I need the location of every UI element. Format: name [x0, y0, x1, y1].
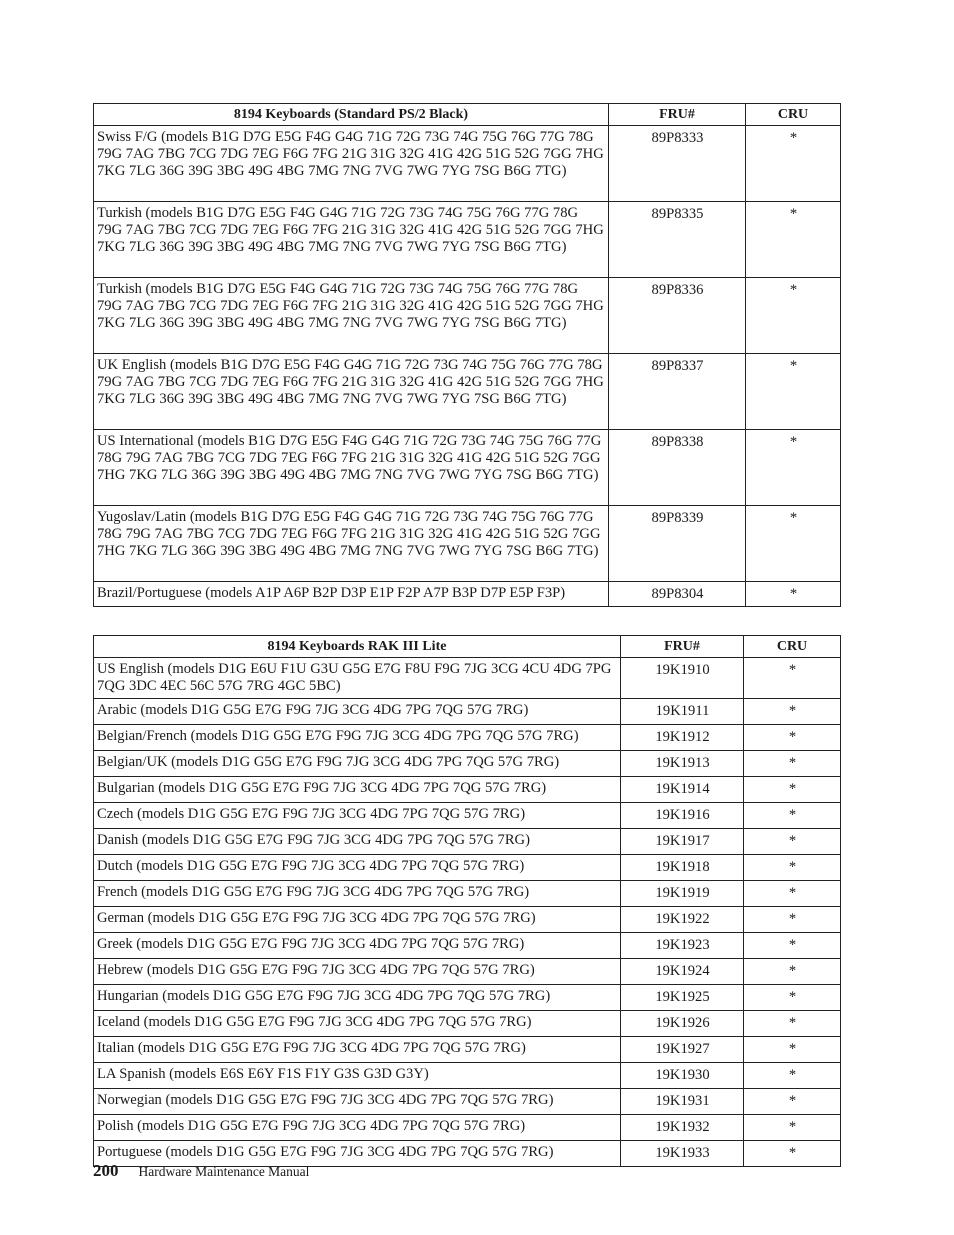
cell-description: German (models D1G G5G E7G F9G 7JG 3CG 4DG 7PG 7QG 57G 7RG) [94, 907, 621, 933]
table-row [94, 202, 841, 278]
manual-title: Hardware Maintenance Manual [138, 1164, 310, 1179]
cell-fru-number: 19K1933 [621, 1141, 744, 1167]
cell-fru-number: 19K1927 [621, 1037, 744, 1063]
column-header-fru: FRU# [609, 104, 746, 126]
table-row [94, 506, 841, 582]
cell-cru-flag: * [744, 1037, 841, 1063]
table-row [94, 1037, 841, 1063]
cell-fru-number: 19K1924 [621, 959, 744, 985]
cell-fru-number: 19K1925 [621, 985, 744, 1011]
cell-cru-flag: * [744, 803, 841, 829]
keyboards-rak-iii-lite-table [93, 635, 841, 1167]
table-row [94, 699, 841, 725]
cell-fru-number: 89P8304 [609, 582, 746, 607]
cell-cru-flag: * [744, 907, 841, 933]
cell-cru-flag: * [744, 985, 841, 1011]
cell-cru-flag: * [744, 829, 841, 855]
cell-fru-number: 19K1910 [621, 658, 744, 699]
cell-description: Brazil/Portuguese (models A1P A6P B2P D3P E1P F2P A7P B3P D7P E5P F3P) [94, 582, 609, 607]
table-row [94, 777, 841, 803]
cell-cru-flag: * [744, 725, 841, 751]
cell-cru-flag: * [744, 699, 841, 725]
cell-cru-flag: * [746, 202, 841, 278]
column-header-cru: CRU [744, 636, 841, 658]
cell-cru-flag: * [744, 751, 841, 777]
cell-description: Hebrew (models D1G G5G E7G F9G 7JG 3CG 4DG 7PG 7QG 57G 7RG) [94, 959, 621, 985]
table-row [94, 959, 841, 985]
cell-description: Turkish (models B1G D7G E5G F4G G4G 71G 72G 73G 74G 75G 76G 77G 78G 79G 7AG 7BG 7CG 7DG 7EG F6G 7FG 21G 31G 32G 41G 42G 51G 52G 7GG 7HG 7KG 7LG 36G 39G 3BG 49G 4BG 7MG 7NG 7VG 7WG 7YG 7SG B6G 7TG) [94, 278, 609, 354]
cell-cru-flag: * [744, 1011, 841, 1037]
table-header-row [94, 104, 841, 126]
cell-cru-flag: * [746, 126, 841, 202]
cell-description: Danish (models D1G G5G E7G F9G 7JG 3CG 4DG 7PG 7QG 57G 7RG) [94, 829, 621, 855]
cell-description: Greek (models D1G G5G E7G F9G 7JG 3CG 4DG 7PG 7QG 57G 7RG) [94, 933, 621, 959]
cell-description: Italian (models D1G G5G E7G F9G 7JG 3CG 4DG 7PG 7QG 57G 7RG) [94, 1037, 621, 1063]
cell-cru-flag: * [744, 855, 841, 881]
cell-cru-flag: * [744, 1063, 841, 1089]
cell-cru-flag: * [744, 959, 841, 985]
cell-fru-number: 19K1923 [621, 933, 744, 959]
cell-description: Yugoslav/Latin (models B1G D7G E5G F4G G4G 71G 72G 73G 74G 75G 76G 77G 78G 79G 7AG 7BG 7CG 7DG 7EG F6G 7FG 21G 31G 32G 41G 42G 51G 52G 7GG 7HG 7KG 7LG 36G 39G 3BG 49G 4BG 7MG 7NG 7VG 7WG 7YG 7SG B6G 7TG) [94, 506, 609, 582]
cell-description: UK English (models B1G D7G E5G F4G G4G 71G 72G 73G 74G 75G 76G 77G 78G 79G 7AG 7BG 7CG 7DG 7EG F6G 7FG 21G 31G 32G 41G 42G 51G 52G 7GG 7HG 7KG 7LG 36G 39G 3BG 49G 4BG 7MG 7NG 7VG 7WG 7YG 7SG B6G 7TG) [94, 354, 609, 430]
cell-fru-number: 89P8339 [609, 506, 746, 582]
cell-cru-flag: * [746, 354, 841, 430]
table-row [94, 985, 841, 1011]
cell-description: Norwegian (models D1G G5G E7G F9G 7JG 3CG 4DG 7PG 7QG 57G 7RG) [94, 1089, 621, 1115]
cell-description: Czech (models D1G G5G E7G F9G 7JG 3CG 4DG 7PG 7QG 57G 7RG) [94, 803, 621, 829]
cell-description: Hungarian (models D1G G5G E7G F9G 7JG 3CG 4DG 7PG 7QG 57G 7RG) [94, 985, 621, 1011]
cell-description: Belgian/French (models D1G G5G E7G F9G 7JG 3CG 4DG 7PG 7QG 57G 7RG) [94, 725, 621, 751]
cell-fru-number: 19K1917 [621, 829, 744, 855]
cell-description: Arabic (models D1G G5G E7G F9G 7JG 3CG 4DG 7PG 7QG 57G 7RG) [94, 699, 621, 725]
cell-description: Bulgarian (models D1G G5G E7G F9G 7JG 3CG 4DG 7PG 7QG 57G 7RG) [94, 777, 621, 803]
column-header-fru: FRU# [621, 636, 744, 658]
cell-fru-number: 19K1931 [621, 1089, 744, 1115]
cell-fru-number: 19K1916 [621, 803, 744, 829]
cell-description: French (models D1G G5G E7G F9G 7JG 3CG 4DG 7PG 7QG 57G 7RG) [94, 881, 621, 907]
cell-fru-number: 19K1914 [621, 777, 744, 803]
cell-cru-flag: * [744, 658, 841, 699]
cell-cru-flag: * [744, 1115, 841, 1141]
table-row [94, 278, 841, 354]
cell-fru-number: 19K1918 [621, 855, 744, 881]
cell-description: Belgian/UK (models D1G G5G E7G F9G 7JG 3CG 4DG 7PG 7QG 57G 7RG) [94, 751, 621, 777]
cell-fru-number: 19K1930 [621, 1063, 744, 1089]
table-row [94, 803, 841, 829]
cell-cru-flag: * [746, 506, 841, 582]
cell-description: Portuguese (models D1G G5G E7G F9G 7JG 3CG 4DG 7PG 7QG 57G 7RG) [94, 1141, 621, 1167]
table-header-row [94, 636, 841, 658]
cell-description: Swiss F/G (models B1G D7G E5G F4G G4G 71G 72G 73G 74G 75G 76G 77G 78G 79G 7AG 7BG 7CG 7DG 7EG F6G 7FG 21G 31G 32G 41G 42G 51G 52G 7GG 7HG 7KG 7LG 36G 39G 3BG 49G 4BG 7MG 7NG 7VG 7WG 7YG 7SG B6G 7TG) [94, 126, 609, 202]
cell-description: LA Spanish (models E6S E6Y F1S F1Y G3S G3D G3Y) [94, 1063, 621, 1089]
cell-fru-number: 19K1911 [621, 699, 744, 725]
cell-description: Iceland (models D1G G5G E7G F9G 7JG 3CG 4DG 7PG 7QG 57G 7RG) [94, 1011, 621, 1037]
table-row [94, 725, 841, 751]
cell-cru-flag: * [744, 1141, 841, 1167]
cell-fru-number: 19K1932 [621, 1115, 744, 1141]
cell-fru-number: 19K1913 [621, 751, 744, 777]
page-footer [93, 1161, 309, 1181]
table-row [94, 354, 841, 430]
cell-cru-flag: * [746, 582, 841, 607]
cell-fru-number: 19K1922 [621, 907, 744, 933]
cell-description: US English (models D1G E6U F1U G3U G5G E7G F8U F9G 7JG 3CG 4CU 4DG 7PG 7QG 3DC 4EC 56C 57G 7RG 4GC 5BC) [94, 658, 621, 699]
cell-fru-number: 89P8335 [609, 202, 746, 278]
table-row [94, 829, 841, 855]
cell-cru-flag: * [744, 933, 841, 959]
table-row [94, 907, 841, 933]
table-row [94, 1089, 841, 1115]
column-header-description: 8194 Keyboards RAK III Lite [94, 636, 621, 658]
table-row [94, 933, 841, 959]
cell-cru-flag: * [744, 881, 841, 907]
table-body [94, 126, 841, 607]
cell-fru-number: 19K1919 [621, 881, 744, 907]
cell-description: Polish (models D1G G5G E7G F9G 7JG 3CG 4DG 7PG 7QG 57G 7RG) [94, 1115, 621, 1141]
keyboards-ps2-table [93, 103, 841, 607]
cell-cru-flag: * [744, 777, 841, 803]
cell-cru-flag: * [746, 278, 841, 354]
cell-fru-number: 89P8333 [609, 126, 746, 202]
cell-fru-number: 89P8338 [609, 430, 746, 506]
table-row [94, 855, 841, 881]
table-row [94, 1063, 841, 1089]
table-row [94, 1011, 841, 1037]
cell-fru-number: 19K1926 [621, 1011, 744, 1037]
table-body [94, 658, 841, 1167]
cell-fru-number: 19K1912 [621, 725, 744, 751]
cell-fru-number: 89P8336 [609, 278, 746, 354]
cell-description: Dutch (models D1G G5G E7G F9G 7JG 3CG 4DG 7PG 7QG 57G 7RG) [94, 855, 621, 881]
cell-description: US International (models B1G D7G E5G F4G G4G 71G 72G 73G 74G 75G 76G 77G 78G 79G 7AG 7BG 7CG 7DG 7EG F6G 7FG 21G 31G 32G 41G 42G 51G 52G 7GG 7HG 7KG 7LG 36G 39G 3BG 49G 4BG 7MG 7NG 7VG 7WG 7YG 7SG B6G 7TG) [94, 430, 609, 506]
table-row [94, 658, 841, 699]
cell-cru-flag: * [744, 1089, 841, 1115]
column-header-cru: CRU [746, 104, 841, 126]
cell-description: Turkish (models B1G D7G E5G F4G G4G 71G 72G 73G 74G 75G 76G 77G 78G 79G 7AG 7BG 7CG 7DG 7EG F6G 7FG 21G 31G 32G 41G 42G 51G 52G 7GG 7HG 7KG 7LG 36G 39G 3BG 49G 4BG 7MG 7NG 7VG 7WG 7YG 7SG B6G 7TG) [94, 202, 609, 278]
cell-cru-flag: * [746, 430, 841, 506]
page-number: 200 [93, 1161, 119, 1180]
table-row [94, 430, 841, 506]
table-row [94, 582, 841, 607]
column-header-description: 8194 Keyboards (Standard PS/2 Black) [94, 104, 609, 126]
cell-fru-number: 89P8337 [609, 354, 746, 430]
table-row [94, 126, 841, 202]
table-row [94, 1115, 841, 1141]
table-row [94, 881, 841, 907]
table-row [94, 751, 841, 777]
